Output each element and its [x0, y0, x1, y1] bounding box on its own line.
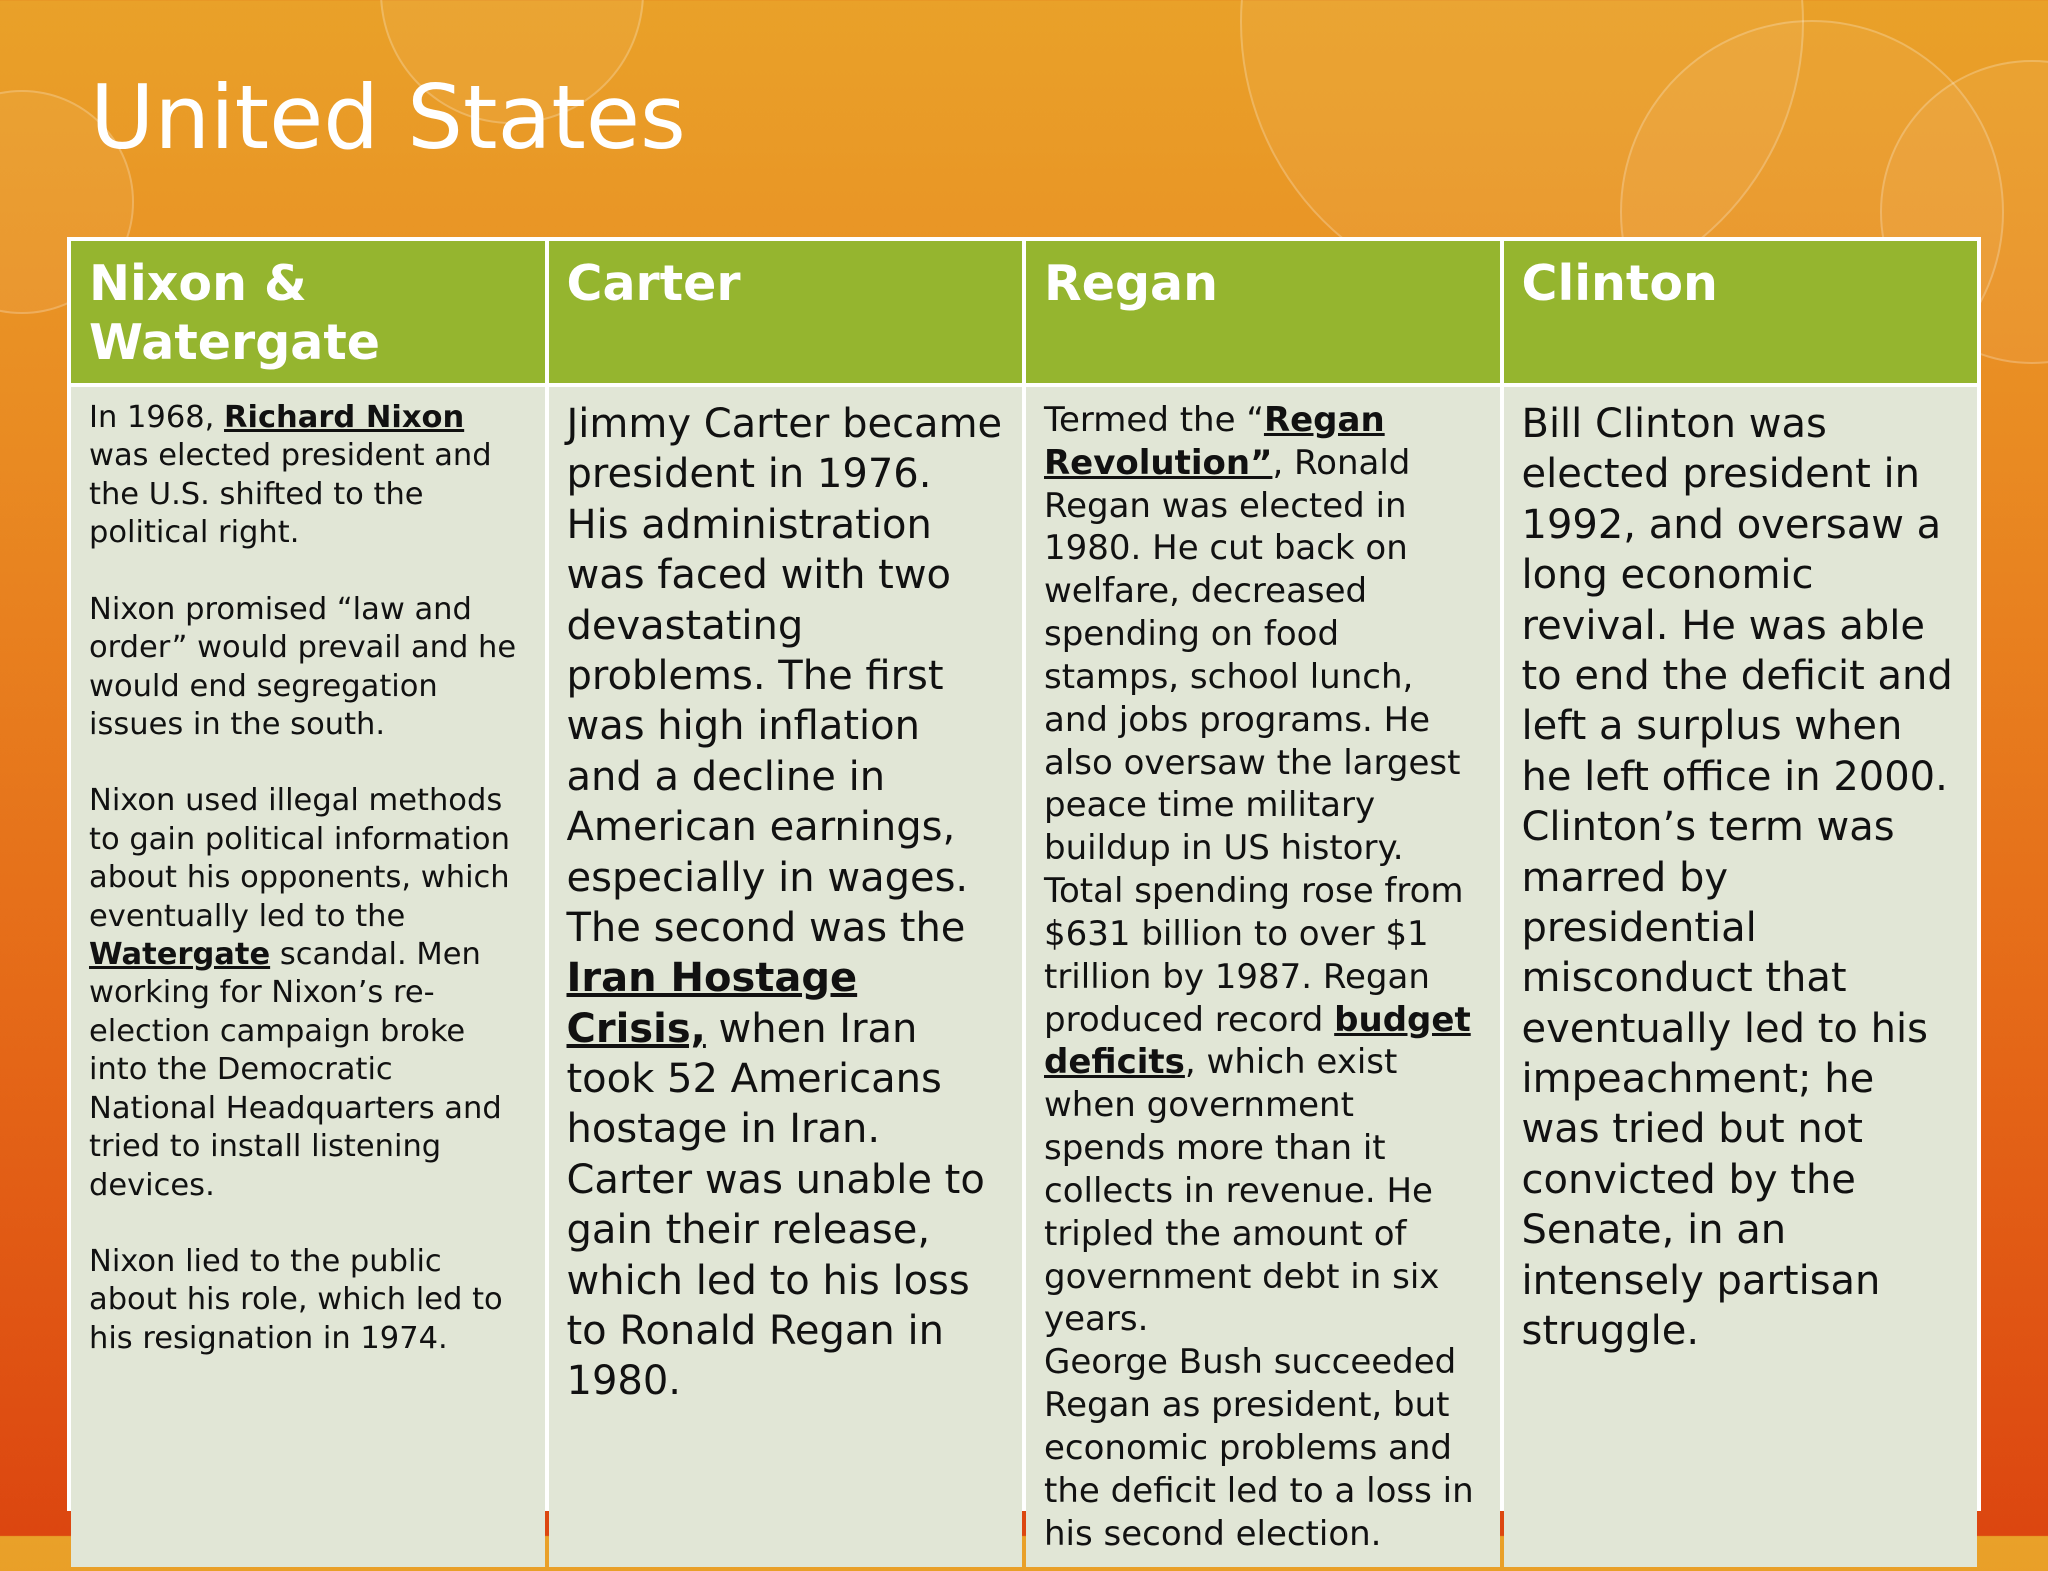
nixon-paragraph-4: Nixon lied to the public about his role, which led to his resignation in 1974.: [89, 1244, 503, 1356]
text-run: Jimmy Carter became president in 1976. His administration was faced with two devastating problems. The first was high inflation and a decline in American earnings, especially in wages. The second was the: [566, 401, 1003, 951]
header-clinton: Clinton: [1504, 241, 1978, 383]
nixon-paragraph-2: Nixon promised “law and order” would prevail and he would end segregation issues in the south.: [89, 591, 517, 742]
header-nixon: Nixon & Watergate: [71, 241, 545, 383]
table-row: [71, 387, 1977, 1567]
header-regan: Regan: [1026, 241, 1500, 383]
text-run: Nixon used illegal methods to gain political information about his opponents, which eventually led to the: [89, 783, 510, 934]
cell-regan: [1026, 387, 1500, 1567]
table-header-row: [71, 241, 1977, 383]
nixon-paragraph-1: [89, 399, 527, 553]
regan-paragraph-2: George Bush succeeded Regan as president, but economic problems and the deficit led to a loss in his second election.: [1044, 1342, 1474, 1554]
term-watergate: Watergate: [89, 937, 271, 973]
text-run: was elected president and the U.S. shifted to the political right.: [89, 438, 492, 551]
text-run: , Ronald Regan was elected in 1980. He cut back on welfare, decreased spending on food stamps, school lunch, and jobs programs. He also oversaw the largest peace time military buildup in US history. Total spending rose from $631 billion to over $1 trillion by 1987. Regan produced record: [1044, 442, 1464, 1040]
cell-nixon: [71, 387, 545, 1567]
term-iran-hostage-crisis: Iran Hostage Crisis,: [566, 955, 858, 1052]
text-run: , which exist when government spends more than it collects in revenue. He tripled the amount of government debt in six years.: [1044, 1042, 1440, 1340]
text-run: when Iran took 52 Americans hostage in Iran. Carter was unable to gain their release, which led to his loss to Ronald Regan in 1980.: [566, 1005, 985, 1405]
header-carter: Carter: [549, 241, 1023, 383]
slide-title: United States: [90, 66, 686, 169]
text-run: In 1968,: [89, 400, 225, 435]
carter-paragraph: [567, 399, 1005, 1407]
regan-paragraph-1: [1044, 399, 1482, 1341]
text-run: Termed the “: [1044, 400, 1264, 440]
term-regan-revolution: Regan Revolution”: [1044, 400, 1385, 483]
cell-clinton: [1504, 387, 1978, 1567]
text-run: scandal. Men working for Nixon’s re-election campaign broke into the Democratic National Headquarters and tried to install listening devices.: [89, 937, 502, 1203]
term-richard-nixon: Richard Nixon: [224, 400, 465, 435]
cell-carter: [549, 387, 1023, 1567]
presidents-table-container: [67, 237, 1981, 1554]
presidents-table: [67, 237, 1981, 1571]
term-budget-deficits: budget deficits: [1044, 999, 1471, 1083]
nixon-paragraph-3: [89, 782, 527, 1205]
clinton-paragraph: Bill Clinton was elected president in 1992, and oversaw a long economic revival. He was able to end the deficit and left a surplus when he left office in 2000. Clinton’s term was marred by presidential misconduct that eventually led to his impeachment; he was tried but not convicted by the Senate, in an intensely partisan struggle.: [1521, 401, 1953, 1355]
